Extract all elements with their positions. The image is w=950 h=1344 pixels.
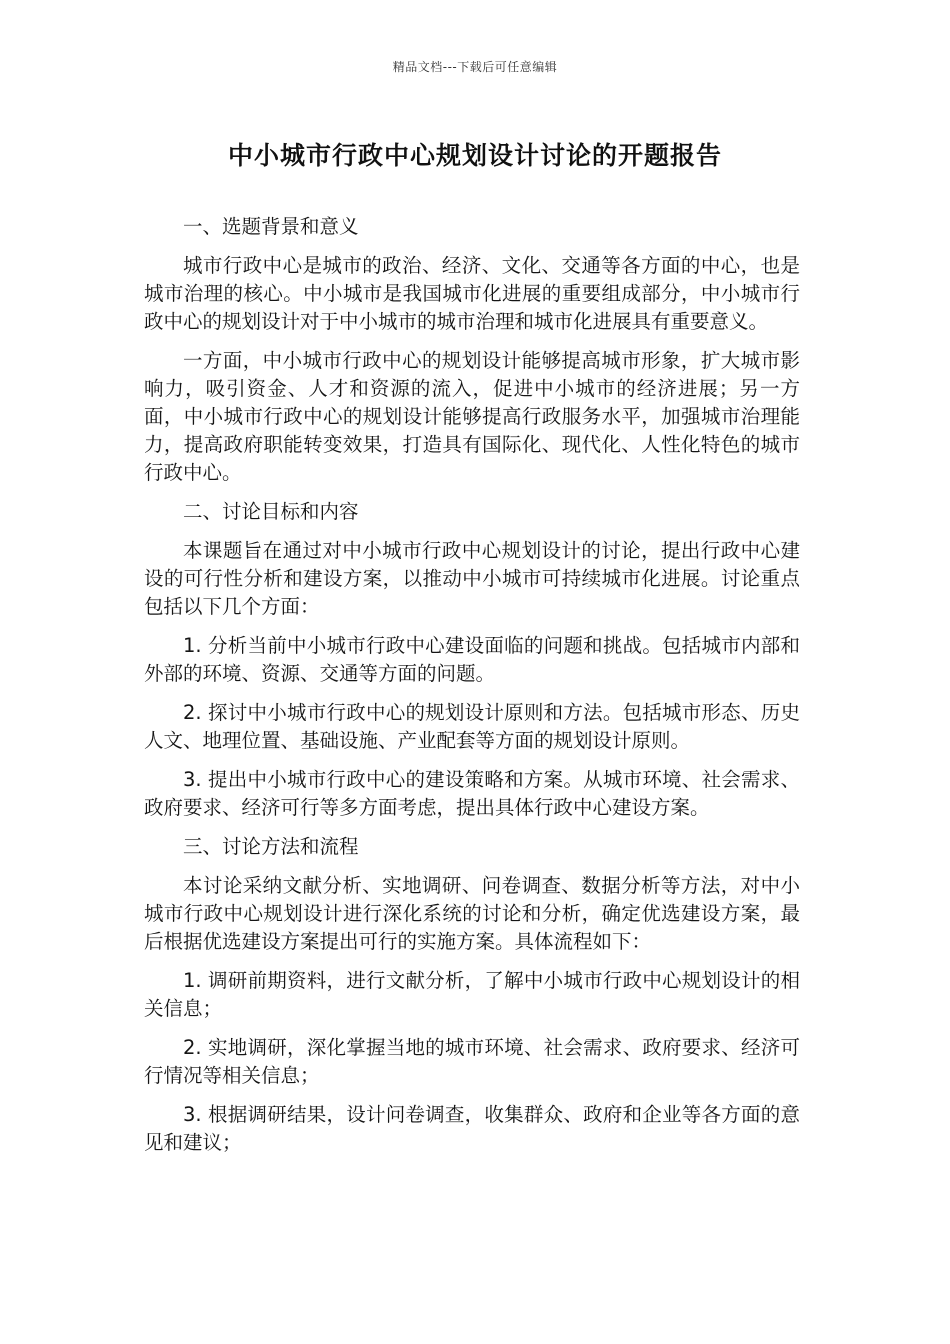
list-item: 2. 探讨中小城市行政中心的规划设计原则和方法。包括城市形态、历史人文、地理位置、基础设施、产业配套等方面的规划设计原则。 — [144, 701, 800, 752]
document-title: 中小城市行政中心规划设计讨论的开题报告 — [227, 141, 722, 170]
paragraph: 本课题旨在通过对中小城市行政中心规划设计的讨论，提出行政中心建设的可行性分析和建设方案，以推动中小城市可持续城市化进展。讨论重点包括以下几个方面： — [144, 539, 800, 618]
document-body — [144, 213, 800, 1168]
list-item: 3. 根据调研结果，设计问卷调查，收集群众、政府和企业等各方面的意见和建议； — [144, 1103, 800, 1154]
paragraph: 一方面，中小城市行政中心的规划设计能够提高城市形象，扩大城市影响力，吸引资金、人才和资源的流入，促进中小城市的经济进展；另一方面，中小城市行政中心的规划设计能够提高行政服务水平，加强城市治理能力，提高政府职能转变效果，打造具有国际化、现代化、人性化特色的城市行政中心。 — [144, 349, 800, 484]
paragraph: 城市行政中心是城市的政治、经济、文化、交通等各方面的中心，也是城市治理的核心。中小城市是我国城市化进展的重要组成部分，中小城市行政中心的规划设计对于中小城市的城市治理和城市化进展具有重要意义。 — [144, 254, 800, 333]
section-heading-methods: 三、讨论方法和流程 — [183, 835, 359, 858]
list-item: 1. 分析当前中小城市行政中心建设面临的问题和挑战。包括城市内部和外部的环境、资源、交通等方面的问题。 — [144, 634, 800, 685]
page-header-note: 精品文档---下载后可任意编辑 — [392, 60, 558, 74]
list-item: 3. 提出中小城市行政中心的建设策略和方案。从城市环境、社会需求、政府要求、经济可行等多方面考虑，提出具体行政中心建设方案。 — [144, 768, 800, 819]
section-heading-background: 一、选题背景和意义 — [183, 215, 359, 238]
list-item: 1. 调研前期资料，进行文献分析，了解中小城市行政中心规划设计的相关信息； — [144, 969, 800, 1020]
list-item: 2. 实地调研，深化掌握当地的城市环境、社会需求、政府要求、经济可行情况等相关信息； — [144, 1036, 800, 1087]
paragraph: 本讨论采纳文献分析、实地调研、问卷调查、数据分析等方法，对中小城市行政中心规划设计进行深化系统的讨论和分析，确定优选建设方案，最后根据优选建设方案提出可行的实施方案。具体流程如下： — [144, 874, 800, 953]
section-heading-goals: 二、讨论目标和内容 — [183, 500, 359, 523]
